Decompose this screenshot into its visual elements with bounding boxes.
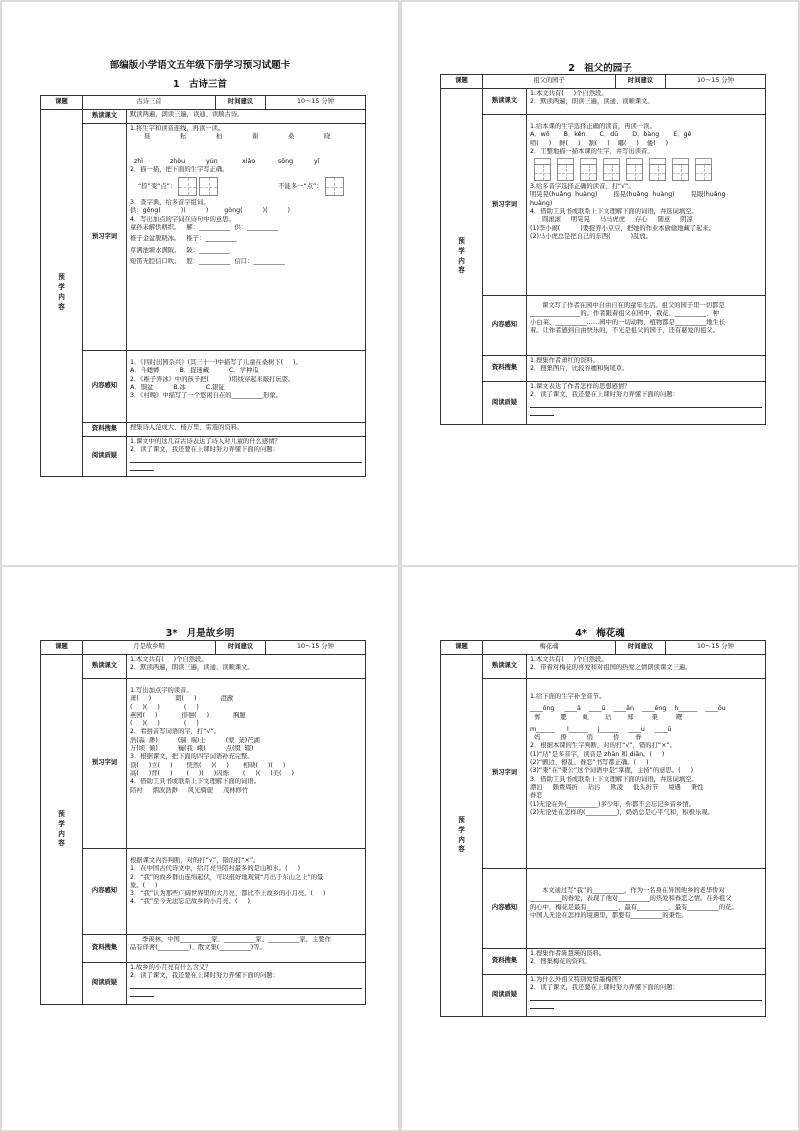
- writing-grid-box[interactable]: [603, 164, 620, 181]
- writing-grid-box[interactable]: [557, 164, 574, 181]
- row-label-words: 预习字词: [83, 679, 127, 849]
- time-label: 时间建议: [216, 96, 266, 110]
- words-content: [127, 124, 366, 351]
- writing-grid-box[interactable]: [325, 177, 344, 196]
- document-title: 部编版小学语文五年级下册学习预习试题卡: [109, 60, 291, 71]
- time-value: 10～15 分钟: [266, 641, 366, 655]
- topic-label: 课题: [441, 75, 483, 89]
- read-content: 1.本文共有( )个自然段。 2．默读两遍，朗读三遍，读通、读顺课文。: [127, 655, 366, 679]
- row-label-info: 资料搜集: [483, 949, 527, 975]
- side-label: 预学内容: [41, 655, 83, 1005]
- info-content: 搜集诗人范成大、杨万里、雷震的资料。: [127, 423, 366, 437]
- info-content: 季羡林，中国__________家、__________家、__________家，主要作 品有译著(__________)、散文集(__________)等。: [127, 935, 366, 963]
- sense-content: 课文写了作者在园中自由自在的童年生活。祖父的园子里一切都是 ________________的。作者跟着祖父在园中，栽花、__________、种 小白菜、__________……园中的一切动物、植物都是__________地生长 着。让作者感到自由快乐的，不光是祖父的园子，还有慈爱的祖父。: [527, 296, 766, 356]
- row-label-read: 熟读课文: [483, 89, 527, 115]
- row-label-sense: 内容感知: [483, 869, 527, 949]
- time-label: 时间建议: [216, 641, 266, 655]
- sense-content: 1．《四时田园杂兴》(其三十一)中描写了儿童在桑树下( )。 A．斗蟋蟀 B．捉迷藏 C．学种瓜 2．《稚子弄冰》中的孩子把( )用线穿起来敲打玩耍。 A．铜盆 B.冰 C.银钲 3．《村晚》中描写了一个悠闲自在的__________形象。: [127, 351, 366, 423]
- preview-card: [440, 74, 766, 425]
- writing-grid-box[interactable]: [580, 164, 597, 181]
- topic-value: 古诗三首: [83, 96, 216, 110]
- answer-line[interactable]: [130, 457, 362, 463]
- text-line: 短笛无腔信口吹。 腔：__________ 信口：__________: [130, 257, 285, 265]
- pinyin-writing-grid: [534, 158, 762, 181]
- preview-card: [440, 640, 766, 1017]
- text-line: 童孙未解供耕织。 解：__________ 供：__________: [130, 224, 279, 232]
- sense-content: 根据课文内容判断，对的打“√”，错的打“×”。 1．在中国古代诗文中，给月亮当陪衬最多的是山和水。( ) 2．“我”的故乡群山连绵起伏，可以很好地观赏“月出于东山之上”的景 象。( ) 3．“我”认为那些广阔世界里的大月亮，都比不上故乡的小月亮。( ) 4．“我”至今无法忘记故乡的小月亮。( ): [127, 849, 366, 935]
- topic-label: 课题: [41, 641, 83, 655]
- row-label-words: 预习字词: [483, 679, 527, 869]
- row-label-question: 阅读质疑: [83, 437, 127, 477]
- row-label-read: 熟读课文: [83, 110, 127, 124]
- preview-card: [40, 640, 366, 1005]
- writing-grid-box[interactable]: [672, 164, 689, 181]
- text-line: 1.将生字和读音连线，再读一读。: [130, 125, 225, 132]
- topic-label: 课题: [441, 641, 483, 655]
- topic-value: 祖父的园子: [483, 75, 616, 89]
- topic-value: 月是故乡明: [83, 641, 216, 655]
- words-content: 1.给下面的生字补全音节。 ____ōng ____ā ____ū ____ān ____ēng h______ ____ōu 葬 腮 虬 玷 郑 秉 飕 m______ l______ j______ ____u ____ū 妈 撩 俏 侨 眷 2．根据本课的生字判断，对的打“√”，错的打“×”。 (1)“玷”是多音字，读音是 zhān 和 diǎn。( ) (2)“颤边、撩乱、眷恋”书写都正确。( ) (3)“秉”在“秉公”这个词语中是“掌握，主持”的意思。( ) 3．借助工具书或联系上下文理解下面的词语，并选词填空。 漂泊 颇费周折 玷污 欺凌 低头折节 境遇 秉性 眷恋 (1)无论在外(__________)多少年，你都不会忘记乡音乡情。 (2)无论处在怎样的(__________)，奶奶总是心平气和，积极乐观。: [527, 679, 766, 869]
- time-label: 时间建议: [616, 641, 666, 655]
- worksheet-page-3: [2, 567, 398, 1130]
- side-label: 预学内容: [441, 89, 483, 425]
- info-content: 1.搜集作者陈慧瑛的资料。 2．搜集梅花的资料。: [527, 949, 766, 975]
- read-content: 默读两遍，朗读三遍，读通、读顺古诗。: [127, 110, 366, 124]
- row-label-words: 预习字词: [83, 124, 127, 351]
- text-line: 供：gōng( )( ) gòng( )( ): [130, 207, 290, 215]
- side-label: 预学内容: [441, 655, 483, 1017]
- lesson-title: 2 祖父的园子: [568, 63, 632, 74]
- read-content: 1.本文共有( )个自然段。 2．带着对梅花的喜爱和对祖国的热爱之情朗读课文三遍。: [527, 655, 766, 679]
- row-label-info: 资料搜集: [83, 935, 127, 963]
- answer-line[interactable]: [530, 995, 762, 1001]
- trace-box-row: “捺”变“点”： 不能多一“点”：: [138, 177, 362, 196]
- sense-content: 本文通过写“我”的__________，作为一名身在异国他乡的老华侨对 __________的眷爱，表现了他对__________的热爱和眷恋之情。在外祖父 的心中，梅花是最有__________、最有__________、最有__________的花。 中国人无论在怎样的境遇里，都要有__________的秉性。: [527, 869, 766, 949]
- text-line: 草满池塘水满陂。 陂：__________: [130, 246, 231, 254]
- row-label-question: 阅读质疑: [83, 963, 127, 1005]
- row-label-sense: 内容感知: [483, 296, 527, 356]
- worksheet-page-4: [402, 567, 798, 1130]
- words-content: 1.给本课的生字选择正确的读音，再读一读。 A．wō B．kěn C．dū D．bàng E．gē 啃( ) 鲜( ) 割( ) 嘟( ) 倭( ) 2．工整地描一描本课的生字，并写出读音。 3.给多音字选择正确的读音，打“√”。 明晃晃(huǎng huàng) 摇晃(huǎng huàng) 晃眼(huǎng huàng) 4．借助工具书或联系上下文理解下面的词语，并选词填空。 圆滚滚 明晃晃 马马虎虎 存心 随意 阴凉 (1)李小闹( )要捉弄小豆豆，把她的作业本偷偷地藏了起来。 (2)马小虎总是把自己的东西( )乱放。: [527, 115, 766, 296]
- lesson-title: 3* 月是故乡明: [165, 628, 235, 639]
- text-line: 3．查字典，给多音字组词。: [130, 199, 210, 207]
- row-label-sense: 内容感知: [83, 849, 127, 935]
- row-label-info: 资料搜集: [83, 423, 127, 437]
- row-label-question: 阅读质疑: [483, 382, 527, 425]
- topic-value: 梅花魂: [483, 641, 616, 655]
- pinyin-row: zhì zhòu yún xiǎo sōng yī: [134, 157, 320, 165]
- answer-line[interactable]: [130, 983, 362, 989]
- side-label: 预学内容: [41, 110, 83, 477]
- time-value: 10～15 分钟: [666, 75, 766, 89]
- worksheet-page-1: [2, 2, 398, 565]
- row-label-question: 阅读质疑: [483, 975, 527, 1017]
- lesson-title: 4* 梅花魂: [575, 628, 625, 639]
- answer-line[interactable]: [530, 410, 554, 416]
- time-value: 10～15 分钟: [266, 96, 366, 110]
- answer-line[interactable]: [530, 1003, 554, 1009]
- writing-grid-box[interactable]: [649, 164, 666, 181]
- text-line: 2．描一描，把下面的生字写正确。: [130, 165, 229, 173]
- row-label-words: 预习字词: [483, 115, 527, 296]
- row-label-info: 资料搜集: [483, 356, 527, 382]
- worksheet-page-2: [402, 2, 798, 565]
- row-label-sense: 内容感知: [83, 351, 127, 423]
- topic-label: 课题: [41, 96, 83, 110]
- writing-grid-box[interactable]: [178, 177, 197, 196]
- text-line: 稚子金盆脱晓冰。 稚子：__________: [130, 235, 237, 243]
- lesson-title: 1 古诗三首: [172, 79, 228, 90]
- time-label: 时间建议: [616, 75, 666, 89]
- answer-line[interactable]: [530, 402, 762, 408]
- time-value: 10～15 分钟: [666, 641, 766, 655]
- writing-grid-box[interactable]: [199, 177, 218, 196]
- char-row: 昼 耘 桓 谢 桑 晓: [144, 133, 331, 141]
- question-content: 1.课文中的这几首古诗表达了诗人对儿童的什么感情？ 2．读了课文，我还要在上课时努力弄懂下面的问题：: [127, 437, 366, 477]
- info-content: 1.搜集作者萧红的资料。 2．搜集图片，比较谷穗和狗尾草。: [527, 356, 766, 382]
- writing-grid-box[interactable]: [534, 164, 551, 181]
- read-content: 1.本文共有( )个自然段。 2．默读两遍，朗读三遍，读通、读顺课文。: [527, 89, 766, 115]
- question-content: 1.为什么外祖父特别爱惜墨梅图？ 2．读了课文，我还要在上课时努力弄懂下面的问题：: [527, 975, 766, 1017]
- text-line: 4．写出加点的字词在诗句中的意思。: [130, 215, 235, 223]
- answer-line[interactable]: [130, 465, 154, 471]
- preview-card: [40, 95, 366, 477]
- row-label-read: 熟读课文: [483, 655, 527, 679]
- writing-grid-box[interactable]: [695, 164, 712, 181]
- question-content: 1.课文表达了作者怎样的思想感情？ 2．读了课文，我还要在上课时努力弄懂下面的问题：: [527, 382, 766, 425]
- answer-line[interactable]: [130, 991, 154, 997]
- writing-grid-box[interactable]: [626, 164, 643, 181]
- words-content: 1.写出加点字的读音。 萧( ) 朗( ) 澄澈 ( )( ) ( ) 燕园( ) 徘徊( ) 胸臆 ( )( ) ( ) 2．看拼音写词语的字，打“√”。 浩(淼 渺) (瑞 端)士 (蒙 菉)芒湖 万(顷 倾) 巍(我 峨) 点(缀 辍) 3．根据课文，把下面的四字词语补充完整。 顶( )立( ) 恍然( )( ) 相映( )( ) 高( )背( ) ( )( )闪烁 ( )( )美( ) 4．借助工具书或联系上下文理解下面的词语。 陪衬 烟波浩渺 风光旖旎 茂林修竹: [127, 679, 366, 849]
- question-content: 1.故乡的小月亮有什么含义？ 2．读了课文，我还要在上课时努力弄懂下面的问题：: [127, 963, 366, 1005]
- row-label-read: 熟读课文: [83, 655, 127, 679]
